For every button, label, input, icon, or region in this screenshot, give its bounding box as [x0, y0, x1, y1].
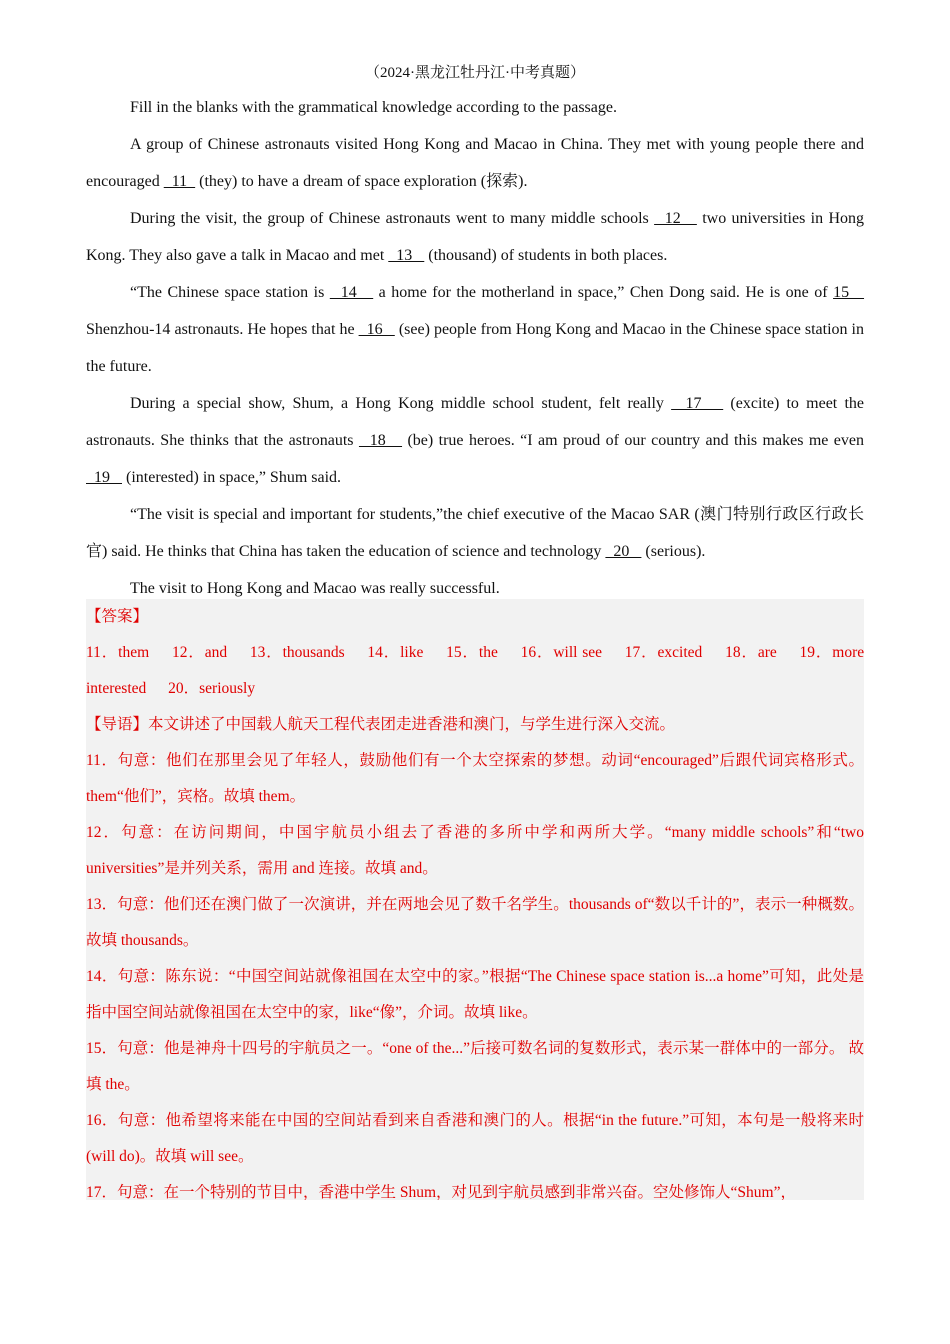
- answer-item: 20．seriously: [168, 680, 256, 697]
- text: “The visit is special and important for students,”the chief executive of the Macao SAR (澳门特别行政区行政长官) said. He thinks that China has taken the education of science and technology: [86, 506, 864, 560]
- explanation-17: 17．句意：在一个特别的节目中，香港中学生 Shum，对见到宇航员感到非常兴奋。空处修饰人“Shum”，: [86, 1184, 796, 1200]
- explanation-13: 13．句意：他们还在澳门做了一次演讲，并在两地会见了数千名学生。thousands of“数以千计的”，表示一种概数。故填 thousands。: [86, 896, 864, 949]
- paragraph-4: [86, 385, 864, 496]
- text: A group of Chinese astronauts visited Hong Kong and Macao in China. They met with young people there and encouraged: [86, 136, 864, 190]
- blank-18: 18: [358, 432, 403, 449]
- text: Shenzhou-14 astronauts. He hopes that he: [86, 321, 359, 338]
- answer-heading: 【答案】: [86, 608, 149, 625]
- paragraph-5: [86, 496, 864, 570]
- text: (serious).: [641, 543, 706, 560]
- paragraph-6: The visit to Hong Kong and Macao was really successful.: [130, 580, 500, 597]
- explanation-11: 11．句意：他们在那里会见了年轻人，鼓励他们有一个太空探索的梦想。动词“encouraged”后跟代词宾格形式。them“他们”，宾格。故填 them。: [86, 752, 864, 805]
- text: During the visit, the group of Chinese astronauts went to many middle schools: [130, 210, 655, 227]
- explanation-15: 15．句意：他是神舟十四号的宇航员之一。“one of the...”后接可数名词的复数形式，表示某一群体中的一部分。 故填 the。: [86, 1040, 864, 1093]
- text: (they) to have a dream of space exploration (探索).: [195, 173, 528, 190]
- answer-item: 17．excited: [624, 644, 703, 661]
- answer-item: 18．are: [725, 644, 777, 661]
- answer-item: 15．the: [446, 644, 498, 661]
- blank-16: 16: [358, 321, 395, 338]
- blank-13: 13: [388, 247, 425, 264]
- answer-item: 13．thousands: [249, 644, 345, 661]
- paragraph-3: [86, 274, 864, 385]
- explanation-16: 16．句意：他希望将来能在中国的空间站看到来自香港和澳门的人。根据“in the future.”可知，本句是一般将来时(will do)。故填 will see。: [86, 1112, 864, 1165]
- paragraph-2: [86, 200, 864, 274]
- text: two universities in Hong Kong. They also gave a talk in Macao and met: [86, 210, 865, 264]
- guide-text: 【导语】本文讲述了中国载人航天工程代表团走进香港和澳门，与学生进行深入交流。: [86, 716, 676, 733]
- paragraph-1: [86, 126, 864, 200]
- explanation-12: 12．句意：在访问期间，中国宇航员小组去了香港的多所中学和两所大学。“many middle schools”和“two universities”是并列关系，需用 and 连接。故填 and。: [86, 824, 864, 877]
- text: a home for the motherland in space,” Chen Dong said. He is one of: [373, 284, 834, 301]
- blank-14: 14: [329, 284, 374, 301]
- answer-item: 16．will see: [520, 644, 603, 661]
- text: (thousand) of students in both places.: [424, 247, 668, 264]
- text: (interested) in space,” Shum said.: [122, 469, 342, 486]
- answer-item: 12．and: [171, 644, 228, 661]
- text: During a special show, Shum, a Hong Kong middle school student, felt really: [130, 395, 672, 412]
- answer-list: [86, 635, 864, 707]
- text: “The Chinese space station is: [130, 284, 330, 301]
- answer-box: [86, 599, 864, 1200]
- answer-item: 14．like: [367, 644, 424, 661]
- blank-15: 15: [833, 284, 865, 301]
- text: (excite) to meet the astronauts. She thinks that the astronauts: [86, 395, 865, 449]
- blank-19: 19: [86, 469, 122, 486]
- answer-item: 11．them: [86, 644, 150, 661]
- blank-12: 12: [654, 210, 697, 227]
- instruction: Fill in the blanks with the grammatical knowledge according to the passage.: [130, 99, 617, 116]
- explanation-14: 14．句意：陈东说：“中国空间站就像祖国在太空中的家。”根据“The Chinese space station is...a home”可知，此处是指中国空间站就像祖国在太空中的家，like“像”，介词。故填 like。: [86, 968, 864, 1021]
- passage: [86, 89, 864, 607]
- source-line: （2024·黑龙江牡丹江·中考真题）: [365, 65, 585, 81]
- answer-item: 19．more interested: [86, 644, 864, 697]
- blank-20: 20: [605, 543, 642, 560]
- text: (see) people from Hong Kong and Macao in the Chinese space station in the future.: [86, 321, 864, 375]
- text: (be) true heroes. “I am proud of our country and this makes me even: [402, 432, 865, 449]
- blank-17: 17: [671, 395, 724, 412]
- blank-11: 11: [163, 173, 196, 190]
